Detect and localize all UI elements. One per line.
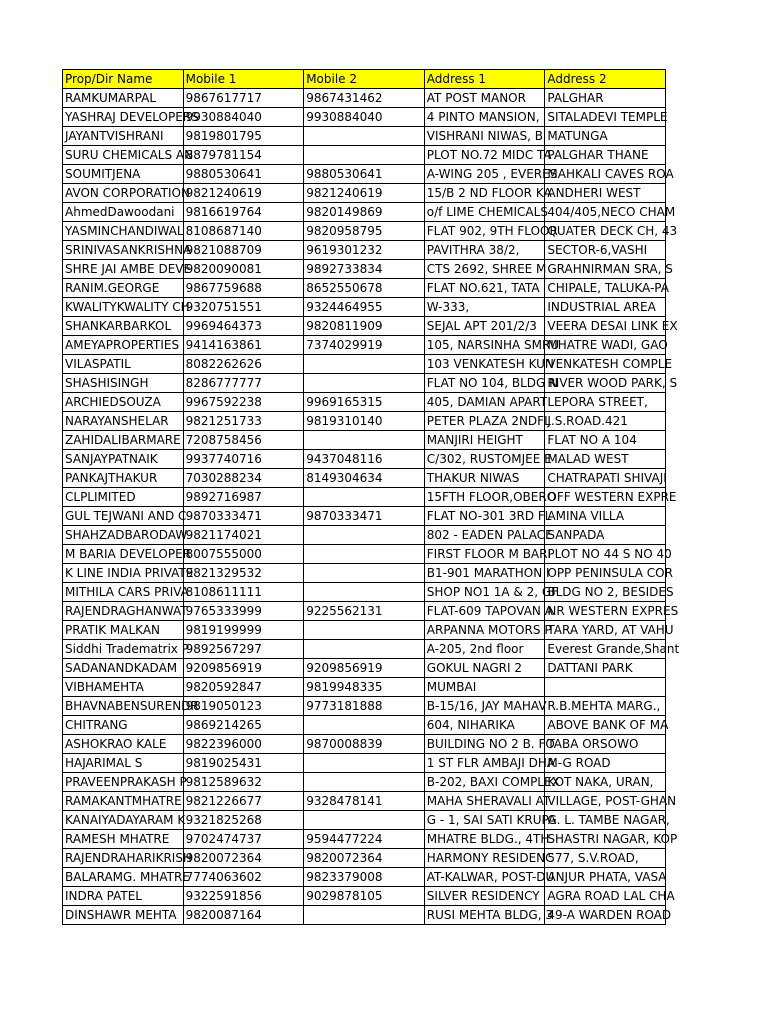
cell-mobile-1[interactable]: 9820087164 [183, 906, 304, 925]
cell-name[interactable]: SADANANDKADAM [63, 659, 184, 678]
cell-address-2[interactable]: RIVER WOOD PARK, S [545, 374, 666, 393]
table-row [63, 773, 666, 792]
cell-address-1[interactable]: CTS 2692, SHREE M [424, 260, 545, 279]
cell-mobile-1[interactable]: 9414163861 [183, 336, 304, 355]
cell-mobile-2[interactable] [304, 545, 425, 564]
cell-address-2[interactable]: AGRA ROAD LAL CHA [545, 887, 666, 906]
contacts-spreadsheet [62, 69, 680, 925]
cell-mobile-2[interactable]: 9819310140 [304, 412, 425, 431]
table-row [63, 450, 666, 469]
cell-address-2[interactable]: TABA ORSOWO [545, 735, 666, 754]
cell-name[interactable]: SHRE JAI AMBE DEVE [63, 260, 184, 279]
table-row [63, 735, 666, 754]
header-cell-mobile-1[interactable]: Mobile 1 [183, 70, 304, 89]
cell-name[interactable]: JAYANTVISHRANI [63, 127, 184, 146]
cell-mobile-1[interactable]: 7208758456 [183, 431, 304, 450]
cell-address-1[interactable]: 4 PINTO MANSION, [424, 108, 545, 127]
cell-address-2[interactable]: LEPORA STREET, [545, 393, 666, 412]
cell-mobile-1[interactable]: 9892567297 [183, 640, 304, 659]
cell-mobile-2[interactable]: 9225562131 [304, 602, 425, 621]
cell-address-2[interactable] [545, 678, 666, 697]
cell-address-1[interactable]: o/f LIME CHEMICALS [424, 203, 545, 222]
cell-mobile-1[interactable]: 9702474737 [183, 830, 304, 849]
cell-address-1[interactable]: C/302, RUSTOMJEE E [424, 450, 545, 469]
cell-address-2[interactable]: DATTANI PARK [545, 659, 666, 678]
cell-mobile-1[interactable]: 9819025431 [183, 754, 304, 773]
cell-name[interactable]: K LINE INDIA PRIVATE [63, 564, 184, 583]
cell-name[interactable]: BHAVNABENSURENDR [63, 697, 184, 716]
table-row [63, 222, 666, 241]
header-cell-address-1[interactable]: Address 1 [424, 70, 545, 89]
table-row [63, 127, 666, 146]
cell-mobile-1[interactable]: 9821174021 [183, 526, 304, 545]
cell-address-1[interactable]: AT POST MANOR [424, 89, 545, 108]
table-row [63, 583, 666, 602]
cell-address-1[interactable]: PLOT NO.72 MIDC TA [424, 146, 545, 165]
table-row [63, 811, 666, 830]
cell-mobile-2[interactable]: 9209856919 [304, 659, 425, 678]
cell-mobile-2[interactable]: 9870008839 [304, 735, 425, 754]
table-row [63, 830, 666, 849]
cell-name[interactable]: SHASHISINGH [63, 374, 184, 393]
cell-name[interactable]: RAJENDRAHARIKRISH [63, 849, 184, 868]
cell-name[interactable]: RAMESH MHATRE [63, 830, 184, 849]
cell-name[interactable]: CHITRANG [63, 716, 184, 735]
cell-address-1[interactable]: FLAT NO.621, TATA [424, 279, 545, 298]
cell-mobile-2[interactable] [304, 431, 425, 450]
cell-address-2[interactable]: MAHKALI CAVES ROA [545, 165, 666, 184]
cell-mobile-1[interactable]: 9937740716 [183, 450, 304, 469]
cell-address-2[interactable]: ANDHERI WEST [545, 184, 666, 203]
cell-mobile-1[interactable]: 9821226677 [183, 792, 304, 811]
cell-name[interactable]: ASHOKRAO KALE [63, 735, 184, 754]
cell-address-2[interactable]: SECTOR-6,VASHI [545, 241, 666, 260]
cell-name[interactable]: RAJENDRAGHANWAT [63, 602, 184, 621]
cell-name[interactable]: ZAHIDALIBARMARE [63, 431, 184, 450]
cell-address-2[interactable]: TARA YARD, AT VAHU [545, 621, 666, 640]
cell-mobile-2[interactable]: 9930884040 [304, 108, 425, 127]
cell-address-1[interactable]: B-15/16, JAY MAHAV [424, 697, 545, 716]
cell-mobile-2[interactable]: 9880530641 [304, 165, 425, 184]
cell-name[interactable]: RAMAKANTMHATRE [63, 792, 184, 811]
cell-address-1[interactable]: FLAT NO 104, BLDG N [424, 374, 545, 393]
cell-mobile-2[interactable] [304, 583, 425, 602]
cell-mobile-1[interactable]: 9867617717 [183, 89, 304, 108]
cell-address-1[interactable]: B-202, BAXI COMPLEX [424, 773, 545, 792]
header-cell-prop-dir-name[interactable]: Prop/Dir Name [63, 70, 184, 89]
cell-address-1[interactable]: 802 - EADEN PALACE [424, 526, 545, 545]
cell-address-2[interactable]: SITALADEVI TEMPLE [545, 108, 666, 127]
cell-name[interactable]: SOUMITJENA [63, 165, 184, 184]
cell-address-1[interactable]: W-333, [424, 298, 545, 317]
cell-name[interactable]: RANIM.GEORGE [63, 279, 184, 298]
table-row [63, 298, 666, 317]
cell-mobile-2[interactable]: 9773181888 [304, 697, 425, 716]
cell-name[interactable]: PRAVEENPRAKASH P [63, 773, 184, 792]
cell-mobile-1[interactable]: 9819199999 [183, 621, 304, 640]
cell-mobile-1[interactable]: 9821240619 [183, 184, 304, 203]
cell-address-1[interactable]: PAVITHRA 38/2, [424, 241, 545, 260]
cell-mobile-1[interactable]: 7774063602 [183, 868, 304, 887]
cell-address-1[interactable]: RUSI MEHTA BLDG, 3 [424, 906, 545, 925]
cell-mobile-1[interactable]: 9892716987 [183, 488, 304, 507]
cell-mobile-2[interactable] [304, 146, 425, 165]
cell-address-1[interactable]: 405, DAMIAN APART [424, 393, 545, 412]
cell-name[interactable]: NARAYANSHELAR [63, 412, 184, 431]
cell-name[interactable]: INDRA PATEL [63, 887, 184, 906]
cell-mobile-1[interactable]: 9880530641 [183, 165, 304, 184]
cell-address-2[interactable]: SHASTRI NAGAR, KOP [545, 830, 666, 849]
cell-address-2[interactable]: 49-A WARDEN ROAD [545, 906, 666, 925]
table-row [63, 754, 666, 773]
table-row [63, 279, 666, 298]
table-row [63, 507, 666, 526]
cell-mobile-1[interactable]: 9967592238 [183, 393, 304, 412]
table-row [63, 469, 666, 488]
cell-mobile-1[interactable]: 8082262626 [183, 355, 304, 374]
table-row [63, 355, 666, 374]
cell-mobile-2[interactable]: 9820072364 [304, 849, 425, 868]
cell-address-1[interactable]: 105, NARSINHA SMRU [424, 336, 545, 355]
cell-address-2[interactable]: KOT NAKA, URAN, [545, 773, 666, 792]
cell-mobile-1[interactable]: 8286777777 [183, 374, 304, 393]
cell-name[interactable]: Siddhi Tradematrix P [63, 640, 184, 659]
cell-address-2[interactable]: GRAHNIRMAN SRA, S [545, 260, 666, 279]
cell-mobile-2[interactable] [304, 640, 425, 659]
cell-mobile-1[interactable]: 9820592847 [183, 678, 304, 697]
cell-address-2[interactable]: J.S.ROAD.421 [545, 412, 666, 431]
cell-mobile-2[interactable] [304, 906, 425, 925]
cell-name[interactable]: BALARAMG. MHATRE [63, 868, 184, 887]
cell-mobile-1[interactable]: 9322591856 [183, 887, 304, 906]
cell-name[interactable]: RAMKUMARPAL [63, 89, 184, 108]
table-row [63, 849, 666, 868]
cell-mobile-2[interactable] [304, 811, 425, 830]
cell-mobile-1[interactable]: 9209856919 [183, 659, 304, 678]
cell-mobile-2[interactable]: 9892733834 [304, 260, 425, 279]
cell-address-2[interactable]: CHIPALE, TALUKA-PA [545, 279, 666, 298]
cell-mobile-1[interactable]: 9822396000 [183, 735, 304, 754]
cell-address-2[interactable]: AMINA VILLA [545, 507, 666, 526]
cell-address-1[interactable]: B1-901 MARATHON I [424, 564, 545, 583]
cell-name[interactable]: PANKAJTHAKUR [63, 469, 184, 488]
cell-mobile-2[interactable] [304, 621, 425, 640]
cell-mobile-1[interactable]: 9765333999 [183, 602, 304, 621]
cell-address-2[interactable]: VEERA DESAI LINK EX [545, 317, 666, 336]
cell-mobile-2[interactable]: 9823379008 [304, 868, 425, 887]
cell-mobile-2[interactable]: 9867431462 [304, 89, 425, 108]
table-row [63, 260, 666, 279]
cell-name[interactable]: SANJAYPATNAIK [63, 450, 184, 469]
cell-address-1[interactable]: MANJIRI HEIGHT [424, 431, 545, 450]
cell-mobile-2[interactable]: 9324464955 [304, 298, 425, 317]
cell-mobile-1[interactable]: 8007555000 [183, 545, 304, 564]
table-row [63, 108, 666, 127]
cell-mobile-1[interactable]: 9820090081 [183, 260, 304, 279]
table-row [63, 241, 666, 260]
cell-name[interactable]: VIBHAMEHTA [63, 678, 184, 697]
cell-mobile-2[interactable]: 9969165315 [304, 393, 425, 412]
cell-mobile-1[interactable]: 9821329532 [183, 564, 304, 583]
cell-address-2[interactable]: R.B.MEHTA MARG., [545, 697, 666, 716]
cell-address-1[interactable]: A-205, 2nd floor [424, 640, 545, 659]
cell-address-2[interactable]: FLAT NO A 104 [545, 431, 666, 450]
cell-address-1[interactable]: VISHRANI NIWAS, B [424, 127, 545, 146]
cell-address-1[interactable]: MAHA SHERAVALI AT [424, 792, 545, 811]
cell-address-1[interactable]: SHOP NO1 1A & 2, GF [424, 583, 545, 602]
cell-name[interactable]: M BARIA DEVELOPER [63, 545, 184, 564]
cell-address-1[interactable]: 103 VENKATESH KUN [424, 355, 545, 374]
table-row [63, 659, 666, 678]
cell-mobile-2[interactable]: 8149304634 [304, 469, 425, 488]
header-row [63, 70, 666, 89]
table-row [63, 488, 666, 507]
table-row [63, 697, 666, 716]
cell-address-2[interactable]: 404/405,NECO CHAM [545, 203, 666, 222]
cell-address-1[interactable]: FLAT 902, 9TH FLOOR [424, 222, 545, 241]
cell-mobile-2[interactable]: 9870333471 [304, 507, 425, 526]
table-row [63, 545, 666, 564]
cell-address-1[interactable]: 604, NIHARIKA [424, 716, 545, 735]
cell-address-2[interactable]: ABOVE BANK OF MA [545, 716, 666, 735]
table-row [63, 393, 666, 412]
cell-address-2[interactable]: PALGHAR THANE [545, 146, 666, 165]
cell-address-2[interactable]: BLDG NO 2, BESIDES [545, 583, 666, 602]
cell-mobile-2[interactable] [304, 716, 425, 735]
cell-address-2[interactable]: OFF WESTERN EXPRE [545, 488, 666, 507]
cell-mobile-1[interactable]: 9867759688 [183, 279, 304, 298]
cell-mobile-1[interactable]: 9821251733 [183, 412, 304, 431]
cell-address-1[interactable]: BUILDING NO 2 B. FO [424, 735, 545, 754]
cell-name[interactable]: KWALITYKWALITY CH [63, 298, 184, 317]
cell-address-2[interactable]: PLOT NO 44 S NO 40 [545, 545, 666, 564]
cell-mobile-2[interactable]: 9328478141 [304, 792, 425, 811]
table-row [63, 564, 666, 583]
cell-address-2[interactable]: SANPADA [545, 526, 666, 545]
cell-address-2[interactable]: NR WESTERN EXPRES [545, 602, 666, 621]
cell-name[interactable]: MITHILA CARS PRIVA [63, 583, 184, 602]
cell-mobile-1[interactable]: 9321825268 [183, 811, 304, 830]
cell-mobile-2[interactable] [304, 773, 425, 792]
cell-mobile-2[interactable]: 9619301232 [304, 241, 425, 260]
cell-address-2[interactable]: VILLAGE, POST-GHAN [545, 792, 666, 811]
cell-name[interactable]: SRINIVASANKRISHNA [63, 241, 184, 260]
cell-address-1[interactable]: ARPANNA MOTORS P [424, 621, 545, 640]
table-body [63, 89, 680, 925]
cell-name[interactable]: ARCHIEDSOUZA [63, 393, 184, 412]
cell-address-1[interactable]: 15/B 2 ND FLOOR KA [424, 184, 545, 203]
cell-address-1[interactable]: FLAT-609 TAPOVAN A [424, 602, 545, 621]
cell-mobile-1[interactable]: 8879781154 [183, 146, 304, 165]
header-cell-address-2[interactable]: Address 2 [545, 70, 666, 89]
cell-address-2[interactable]: OPP PENINSULA COR [545, 564, 666, 583]
cell-mobile-1[interactable]: 8108687140 [183, 222, 304, 241]
table-row [63, 526, 666, 545]
cell-mobile-1[interactable]: 9819801795 [183, 127, 304, 146]
cell-address-1[interactable]: A-WING 205 , EVERES [424, 165, 545, 184]
cell-mobile-1[interactable]: 9869214265 [183, 716, 304, 735]
table-row [63, 602, 666, 621]
cell-mobile-1[interactable]: 9969464373 [183, 317, 304, 336]
cell-mobile-1[interactable]: 9819050123 [183, 697, 304, 716]
cell-address-1[interactable]: FIRST FLOOR M BARI [424, 545, 545, 564]
cell-address-2[interactable]: QUATER DECK CH, 43 [545, 222, 666, 241]
cell-mobile-1[interactable]: 9816619764 [183, 203, 304, 222]
cell-address-2[interactable]: MALAD WEST [545, 450, 666, 469]
cell-mobile-2[interactable]: 9437048116 [304, 450, 425, 469]
cell-mobile-2[interactable] [304, 526, 425, 545]
table-row [63, 184, 666, 203]
cell-mobile-1[interactable]: 8108611111 [183, 583, 304, 602]
cell-name[interactable]: DINSHAWR MEHTA [63, 906, 184, 925]
cell-address-2[interactable]: MHATRE WADI, GAO [545, 336, 666, 355]
cell-mobile-1[interactable]: 9821088709 [183, 241, 304, 260]
cell-address-1[interactable]: 15FTH FLOOR,OBERO [424, 488, 545, 507]
cell-address-2[interactable]: Everest Grande,Shant [545, 640, 666, 659]
cell-name[interactable]: PRATIK MALKAN [63, 621, 184, 640]
cell-mobile-2[interactable] [304, 127, 425, 146]
cell-address-1[interactable]: G - 1, SAI SATI KRUPA [424, 811, 545, 830]
table-row [63, 716, 666, 735]
cell-name[interactable]: SHANKARBARKOL [63, 317, 184, 336]
cell-mobile-2[interactable]: 9029878105 [304, 887, 425, 906]
table-row [63, 317, 666, 336]
cell-name[interactable]: AVON CORPORATION [63, 184, 184, 203]
cell-mobile-2[interactable]: 9820958795 [304, 222, 425, 241]
cell-name[interactable]: AMEYAPROPERTIES [63, 336, 184, 355]
cell-mobile-2[interactable] [304, 754, 425, 773]
cell-mobile-2[interactable]: 9594477224 [304, 830, 425, 849]
cell-address-2[interactable]: M-G ROAD [545, 754, 666, 773]
cell-address-2[interactable]: G. L. TAMBE NAGAR, [545, 811, 666, 830]
cell-name[interactable]: CLPLIMITED [63, 488, 184, 507]
cell-mobile-2[interactable]: 9820149869 [304, 203, 425, 222]
cell-address-2[interactable]: ANJUR PHATA, VASA [545, 868, 666, 887]
table-row [63, 165, 666, 184]
cell-address-1[interactable]: MUMBAI [424, 678, 545, 697]
table-row [63, 678, 666, 697]
cell-mobile-1[interactable]: 9812589632 [183, 773, 304, 792]
cell-address-2[interactable]: 577, S.V.ROAD, [545, 849, 666, 868]
cell-name[interactable]: GUL TEJWANI AND C [63, 507, 184, 526]
cell-mobile-1[interactable]: 9930884040 [183, 108, 304, 127]
cell-mobile-1[interactable]: 9320751551 [183, 298, 304, 317]
cell-address-2[interactable]: CHATRAPATI SHIVAJI [545, 469, 666, 488]
cell-name[interactable]: SHAHZADBARODAW [63, 526, 184, 545]
cell-name[interactable]: HAJARIMAL S [63, 754, 184, 773]
cell-address-1[interactable]: PETER PLAZA 2NDFL [424, 412, 545, 431]
cell-name[interactable]: YASHRAJ DEVELOPERS [63, 108, 184, 127]
cell-mobile-2[interactable]: 9819948335 [304, 678, 425, 697]
cell-address-1[interactable]: HARMONY RESIDENC [424, 849, 545, 868]
table-row [63, 203, 666, 222]
table-row [63, 412, 666, 431]
cell-address-2[interactable]: MATUNGA [545, 127, 666, 146]
cell-mobile-2[interactable] [304, 355, 425, 374]
cell-mobile-2[interactable] [304, 488, 425, 507]
table-row [63, 906, 666, 925]
cell-mobile-2[interactable] [304, 374, 425, 393]
cell-address-1[interactable]: 1 ST FLR AMBAJI DHA [424, 754, 545, 773]
table-row [63, 336, 666, 355]
cell-name[interactable]: KANAIYADAYARAM K [63, 811, 184, 830]
cell-name[interactable]: YASMINCHANDIWAL [63, 222, 184, 241]
cell-name[interactable]: VILASPATIL [63, 355, 184, 374]
cell-mobile-2[interactable]: 9821240619 [304, 184, 425, 203]
table-row [63, 621, 666, 640]
cell-address-2[interactable]: VENKATESH COMPLE [545, 355, 666, 374]
cell-address-1[interactable]: AT-KALWAR, POST-DU [424, 868, 545, 887]
cell-address-1[interactable]: SEJAL APT 201/2/3 [424, 317, 545, 336]
cell-mobile-1[interactable]: 7030288234 [183, 469, 304, 488]
cell-name[interactable]: SURU CHEMICALS AN [63, 146, 184, 165]
cell-address-1[interactable]: THAKUR NIWAS [424, 469, 545, 488]
cell-address-1[interactable]: SILVER RESIDENCY [424, 887, 545, 906]
table-row [63, 374, 666, 393]
cell-address-2[interactable]: PALGHAR [545, 89, 666, 108]
table-row [63, 431, 666, 450]
table-row [63, 89, 666, 108]
cell-mobile-1[interactable]: 9820072364 [183, 849, 304, 868]
header-cell-mobile-2[interactable]: Mobile 2 [304, 70, 425, 89]
table-row [63, 887, 666, 906]
cell-mobile-2[interactable]: 8652550678 [304, 279, 425, 298]
cell-mobile-2[interactable]: 9820811909 [304, 317, 425, 336]
table-row [63, 868, 666, 887]
cell-address-1[interactable]: GOKUL NAGRI 2 [424, 659, 545, 678]
cell-address-1[interactable]: FLAT NO-301 3RD FL [424, 507, 545, 526]
table-row [63, 146, 666, 165]
table-row [63, 792, 666, 811]
cell-name[interactable]: AhmedDawoodani [63, 203, 184, 222]
cell-mobile-2[interactable]: 7374029919 [304, 336, 425, 355]
cell-address-1[interactable]: MHATRE BLDG., 4TH [424, 830, 545, 849]
cell-mobile-1[interactable]: 9870333471 [183, 507, 304, 526]
cell-mobile-2[interactable] [304, 564, 425, 583]
table-row [63, 640, 666, 659]
cell-address-2[interactable]: INDUSTRIAL AREA [545, 298, 666, 317]
